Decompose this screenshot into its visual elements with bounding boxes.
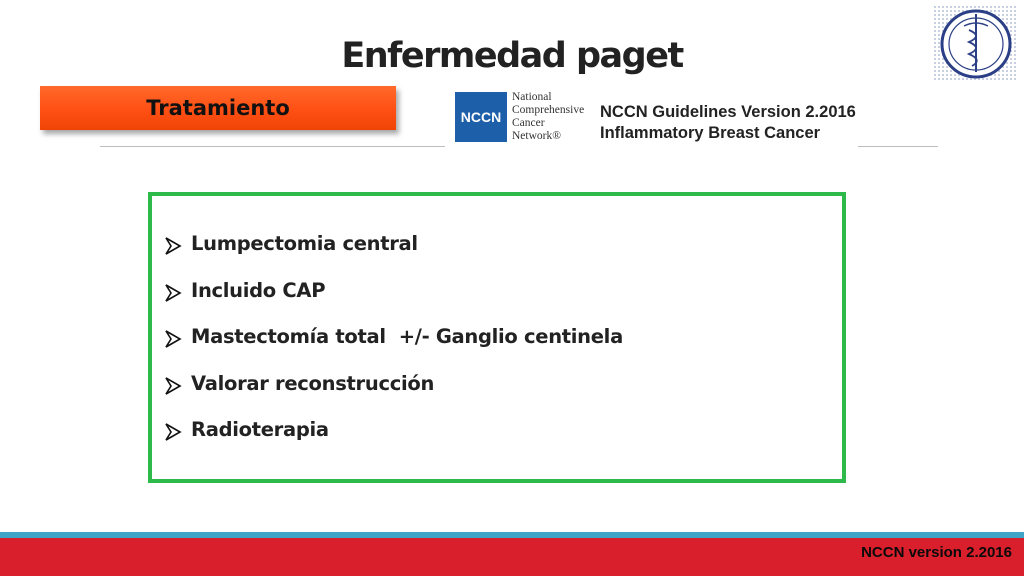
divider-left: [100, 146, 445, 147]
arrow-bullet-icon: [163, 235, 191, 257]
list-item-text: Lumpectomia central: [191, 232, 418, 255]
institution-seal-logo: [934, 6, 1018, 82]
nccn-name-line: Cancer: [512, 117, 545, 129]
list-item: [163, 372, 623, 419]
nccn-name-line: Comprehensive: [512, 104, 585, 116]
section-tab: Tratamiento: [40, 86, 396, 130]
divider-right: [858, 146, 938, 147]
list-item: [163, 279, 623, 326]
treatment-list: [163, 232, 623, 465]
list-item: [163, 232, 623, 279]
arrow-bullet-icon: [163, 328, 191, 350]
nccn-name-line: Network®: [512, 130, 561, 142]
nccn-guideline-heading: [600, 102, 856, 144]
list-item: [163, 325, 623, 372]
nccn-name-line: National: [512, 91, 552, 103]
arrow-bullet-icon: [163, 375, 191, 397]
guideline-version: NCCN Guidelines Version 2.2016: [600, 103, 856, 121]
list-item-text: Radioterapia: [191, 418, 329, 441]
footer-source: NCCN version 2.2016: [861, 544, 1012, 561]
list-item: [163, 418, 623, 465]
nccn-logo: NCCN: [455, 92, 507, 142]
slide-title: Enfermedad paget: [341, 36, 683, 76]
guideline-topic: Inflammatory Breast Cancer: [600, 124, 821, 142]
nccn-organization-name: [512, 91, 584, 143]
footer-bar: [0, 538, 1024, 576]
arrow-bullet-icon: [163, 421, 191, 443]
list-item-text: Valorar reconstrucción: [191, 371, 435, 395]
arrow-bullet-icon: [163, 282, 191, 304]
list-item-text: Incluido CAP: [191, 278, 326, 302]
list-item-text: Mastectomía total +/- Ganglio centinela: [191, 325, 623, 348]
